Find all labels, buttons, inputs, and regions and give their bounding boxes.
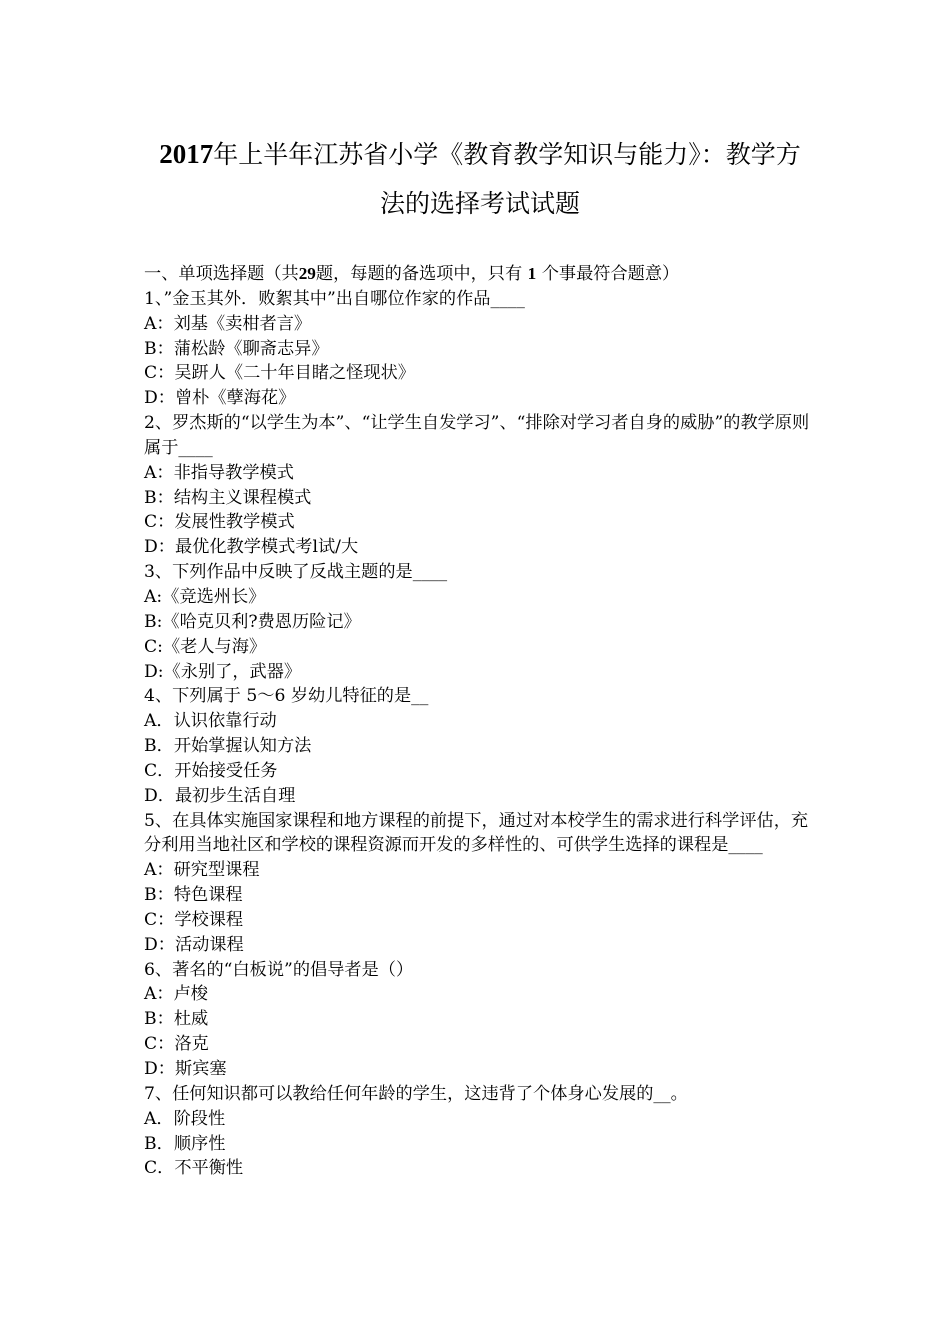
answer-option: A:《竞选州长》 [144,586,266,607]
answer-option: D：曾朴《孽海花》 [144,388,296,409]
title-year: 2017 [159,139,214,169]
section-heading-part: 一、单项选择题（共 [144,264,299,284]
question-stem: 3、下列作品中反映了反战主题的是____ [144,562,448,583]
section-heading-part: 题，每题的备选项中，只有 [315,264,523,284]
question-stem: 7、任何知识都可以教给任何年龄的学生，这违背了个体身心发展的__。 [144,1083,688,1104]
question-stem: 6、著名的“白板说”的倡导者是（） [144,959,414,980]
answer-option: A：刘基《卖柑者言》 [144,313,312,334]
answer-option: D：活动课程 [144,934,244,955]
answer-option: B．顺序性 [144,1133,226,1154]
answer-option: C:《老人与海》 [144,636,267,657]
question-stem: 4、下列属于 5～6 岁幼儿特征的是__ [144,686,429,707]
section-heading [144,262,814,287]
answer-option: B：结构主义课程模式 [144,487,312,508]
answer-option: B：特色课程 [144,885,243,906]
answer-count: 1 [527,264,537,283]
document-body [144,262,814,1181]
answer-option: C：吴趼人《二十年目睹之怪现状》 [144,363,415,384]
answer-option: D：斯宾塞 [144,1059,227,1079]
answer-option: C．开始接受任务 [144,760,278,781]
question-stem: 5、在具体实施国家课程和地方课程的前提下，通过对本校学生的需求进行科学评估，充分利用当地社区和学校的课程资源而开发的多样性的、可供学生选择的课程是____ [144,810,809,856]
title-text: 年上半年江苏省小学《教育教学知识与能力》：教学方 [213,140,801,169]
answer-option: C：学校课程 [144,909,244,930]
answer-option: B：杜威 [144,1009,209,1030]
answer-option: B．开始掌握认知方法 [144,736,312,757]
section-heading-part: 个事最符合题意） [541,264,680,284]
answer-option: A：卢梭 [144,984,208,1005]
answer-option: D．最初步生活自理 [144,785,296,806]
answer-option: A：非指导教学模式 [144,462,294,483]
answer-option: B:《哈克贝利?费恩历险记》 [144,611,361,632]
answer-option: C．不平衡性 [144,1158,244,1179]
question-stem: 1、”金玉其外．败絮其中”出自哪位作家的作品____ [144,288,525,309]
answer-option: D：最优化教学模式考l试/大 [144,537,359,558]
answer-option: A：研究型课程 [144,860,260,881]
answer-option: B：蒲松龄《聊斋志异》 [144,338,329,359]
answer-option: C：洛克 [144,1034,209,1055]
question-count: 29 [298,264,316,283]
question-stem: 2、罗杰斯的“以学生为本”、“让学生自发学习”、“排除对学习者自身的威胁”的教学原则属于____ [144,413,810,458]
document-title-line2: 法的选择考试试题 [379,189,580,218]
answer-option: C：发展性教学模式 [144,512,295,533]
answer-option: D:《永别了，武器》 [144,661,302,682]
answer-option: A．阶段性 [144,1108,226,1129]
document-title-line1 [100,138,860,171]
answer-option: A．认识依靠行动 [144,711,277,732]
